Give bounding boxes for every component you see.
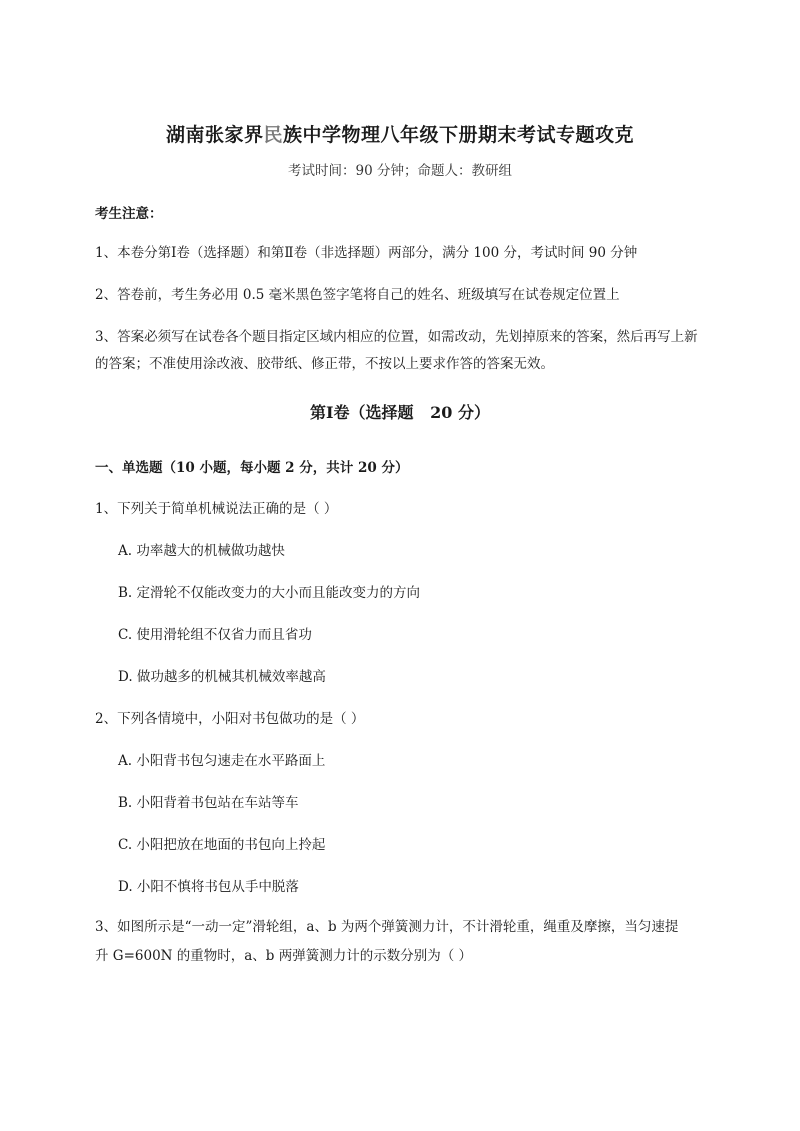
part-heading: 一、单选题（10 小题，每小题 2 分，共计 20 分） bbox=[95, 460, 409, 476]
question-2-option-a[interactable]: A. 小阳背书包匀速走在水平路面上 bbox=[118, 753, 326, 769]
title-part-2: 族中学物理八年级下册期末考试专题攻克 bbox=[283, 124, 635, 146]
title-highlight: 民 bbox=[263, 124, 283, 146]
question-3-stem bbox=[95, 913, 720, 971]
notice-item-1: 1、本卷分第Ⅰ卷（选择题）和第Ⅱ卷（非选择题）两部分，满分 100 分，考试时间 90 分钟 bbox=[95, 245, 638, 261]
question-1-option-b[interactable]: B. 定滑轮不仅能改变力的大小而且能改变力的方向 bbox=[118, 585, 421, 601]
notice-heading: 考生注意： bbox=[95, 206, 163, 222]
question-3-stem-line-1: 3、如图所示是“一动一定”滑轮组，a、b 为两个弹簧测力计，不计滑轮重，绳重及摩擦，当匀速提 bbox=[95, 919, 679, 935]
question-2-option-c[interactable]: C. 小阳把放在地面的书包向上拎起 bbox=[118, 837, 326, 853]
notice-item-2: 2、答卷前，考生务必用 0.5 毫米黑色签字笔将自己的姓名、班级填写在试卷规定位置上 bbox=[95, 287, 620, 303]
title-part-1: 湖南张家界 bbox=[165, 124, 264, 146]
question-1-option-d[interactable]: D. 做功越多的机械其机械效率越高 bbox=[118, 669, 326, 685]
question-2-stem: 2、下列各情境中，小阳对书包做功的是（ ） bbox=[95, 711, 365, 727]
question-2-option-d[interactable]: D. 小阳不慎将书包从手中脱落 bbox=[118, 879, 299, 895]
question-2-option-b[interactable]: B. 小阳背着书包站在车站等车 bbox=[118, 795, 299, 811]
question-1-option-c[interactable]: C. 使用滑轮组不仅省力而且省功 bbox=[118, 627, 312, 643]
exam-info: 考试时间：90 分钟；命题人：教研组 bbox=[288, 163, 512, 179]
notice-item-3-line-2: 的答案；不准使用涂改液、胶带纸、修正带，不按以上要求作答的答案无效。 bbox=[95, 356, 554, 372]
question-3-stem-line-2: 升 G=600N 的重物时，a、b 两弹簧测力计的示数分别为（ ） bbox=[95, 948, 473, 964]
notice-item-3-line-1: 3、答案必须写在试卷各个题目指定区域内相应的位置，如需改动，先划掉原来的答案，然后再写上新 bbox=[95, 329, 698, 345]
question-1-option-a[interactable]: A. 功率越大的机械做功越快 bbox=[118, 543, 285, 559]
question-1-stem: 1、下列关于简单机械说法正确的是（ ） bbox=[95, 501, 338, 517]
page-title bbox=[0, 120, 800, 147]
section-title: 第Ⅰ卷（选择题 20 分） bbox=[309, 403, 491, 422]
